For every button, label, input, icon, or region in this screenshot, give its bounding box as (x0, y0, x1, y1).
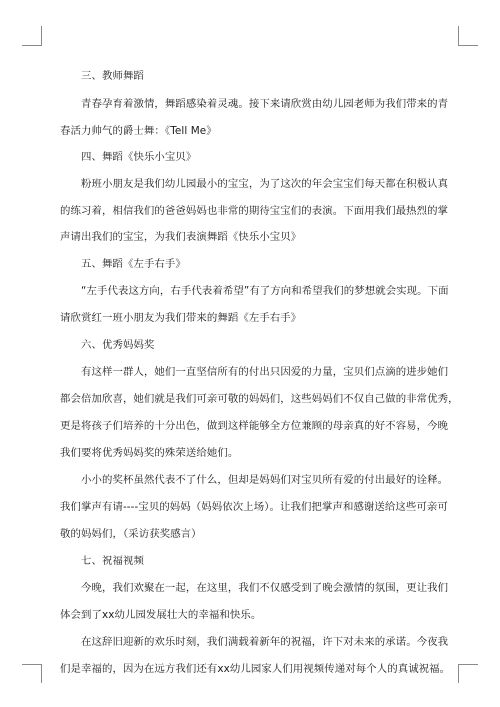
crop-mark-top-left-v (41, 26, 42, 45)
section-heading-happy-baby-dance: 四、舞蹈《快乐小宝贝》 (81, 151, 197, 163)
paragraph-line: 们是幸福的，因为在远方我们还有xx幼儿园家人们用视频传递对每个人的真诚祝福。 (60, 663, 451, 675)
paragraph-line: 请欣赏红一班小朋友为我们带来的舞蹈《左手右手》 (60, 312, 302, 324)
paragraph-line: 春活力帅气的爵士舞：《Tell Me》 (60, 125, 217, 137)
paragraph-line: 更是将孩子们培养的十分出色，做到这样能够全方位兼顾的母亲真的好不容易，今晚 (60, 420, 449, 432)
paragraph-line: “左手代表这方向，右手代表着希望”有了方向和希望我们的梦想就会实现。下面 (81, 285, 449, 297)
crop-mark-top-right-h (458, 45, 478, 46)
paragraph-line: 小小的奖杯虽然代表不了什么，但却是妈妈们对宝贝所有爱的付出最好的诠释。 (81, 474, 449, 486)
crop-mark-bottom-left-v (41, 664, 42, 683)
paragraph-line: 声请出我们的宝宝，为我们表演舞蹈《快乐小宝贝》 (60, 231, 302, 243)
section-heading-blessing-video: 七、祝福视频 (81, 555, 144, 567)
crop-mark-bottom-right-v (458, 664, 459, 683)
section-heading-left-hand-right-hand: 五、舞蹈《左手右手》 (81, 258, 186, 270)
paragraph-line: 体会到了xx幼儿园发展壮大的幸福和快乐。 (60, 609, 262, 621)
paragraph-line: 敬的妈妈们，（采访获奖感言） (60, 528, 202, 540)
paragraph-line: 我们掌声有请----宝贝的妈妈（妈妈依次上场）。让我们把掌声和感谢送给这些可亲可 (60, 501, 448, 513)
crop-mark-bottom-right-h (458, 664, 478, 665)
crop-mark-top-right-v (458, 26, 459, 45)
section-heading-teacher-dance: 三、教师舞蹈 (81, 70, 144, 82)
paragraph-line: 今晚，我们欢聚在一起，在这里，我们不仅感受到了晚会激情的氛围，更让我们 (81, 582, 449, 594)
paragraph-line: 青春孕育着激情，舞蹈感染着灵魂。接下来请欣赏由幼儿园老师为我们带来的青 (81, 98, 449, 110)
section-heading-best-mom-award: 六、优秀妈妈奖 (81, 339, 155, 351)
crop-mark-top-left-h (22, 45, 42, 46)
paragraph-line: 有这样一群人，她们一直坚信所有的付出只因爱的力量，宝贝们点滴的进步她们 (81, 366, 449, 378)
paragraph-line: 的练习着，相信我们的爸爸妈妈也非常的期待宝宝们的表演。下面用我们最热烈的掌 (60, 205, 449, 217)
paragraph-line: 粉班小朋友是我们幼儿园最小的宝宝，为了这次的年会宝宝们每天都在积极认真 (81, 178, 449, 190)
paragraph-line: 都会倍加欣喜，她们就是我们可亲可敬的妈妈们，这些妈妈们不仅自己做的非常优秀， (60, 393, 459, 405)
paragraph-line: 在这辞旧迎新的欢乐时刻，我们满载着新年的祝福，许下对未来的承诺。今夜我 (81, 636, 449, 648)
paragraph-line: 我们要将优秀妈妈奖的殊荣送给她们。 (60, 447, 239, 459)
crop-mark-bottom-left-h (22, 664, 42, 665)
